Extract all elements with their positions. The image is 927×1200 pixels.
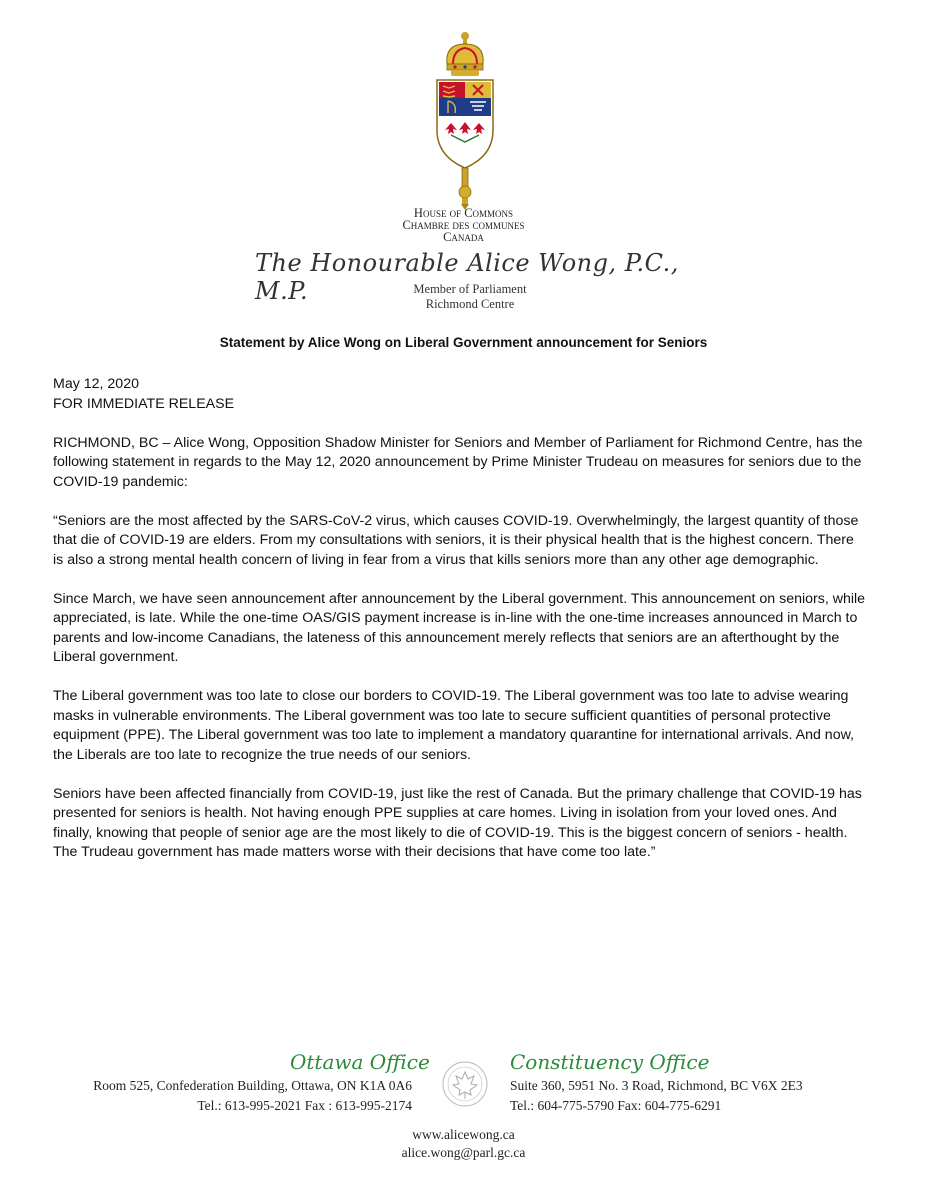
- statement-body: [53, 375, 868, 882]
- house-of-commons-crest: [415, 30, 515, 210]
- paragraph: RICHMOND, BC – Alice Wong, Opposition Shadow Minister for Seniors and Member of Parliament for Richmond Centre, has the following statement in regards to the May 12, 2020 announcement by Prime Minister Trudeau on measures for seniors due to the COVID-19 pandemic:: [53, 434, 863, 490]
- member-role: Member of Parliament: [413, 282, 527, 296]
- release-date: May 12, 2020: [53, 376, 139, 392]
- paragraph: The Liberal government was too late to close our borders to COVID-19. The Liberal government was too late to advise wearing masks in vulnerable environments. The Liberal government was too late to secure sufficient quantities of personal protective equipment (PPE). The Liberal government was too late to implement a mandatory quarantine for international arrivals. And now, the Liberals are too late to recognize the true needs of our seniors.: [53, 688, 854, 763]
- email-link[interactable]: alice.wong@parl.gc.ca: [401, 1145, 526, 1160]
- paragraph: “Seniors are the most affected by the SARS-CoV-2 virus, which causes COVID-19. Overwhelmingly, the largest quantity of those that die of COVID-19 are elders. From my consultations with seniors, it is their physical health that is the highest concern. There is also a strong mental health concern of living in fear from a virus that kills seniors more than any other age demographic.: [53, 512, 859, 568]
- house-name-en: House of Commons: [413, 206, 514, 220]
- letterhead-institution: [0, 207, 927, 243]
- website-link[interactable]: www.alicewong.ca: [412, 1127, 515, 1142]
- member-riding: Richmond Centre: [425, 297, 515, 311]
- country-name: Canada: [443, 230, 484, 244]
- statement-headline: Statement by Alice Wong on Liberal Government announcement for Seniors: [219, 335, 708, 350]
- paragraph: Seniors have been affected financially from COVID-19, just like the rest of Canada. But the primary challenge that COVID-19 has presented for seniors is health. Not having enough PPE supplies at care homes. Living in isolation from your loved ones. And finally, knowing that people of senior age are the most likely to die of COVID-19. This is the biggest concern of seniors - health. The Trudeau government has made matters worse with their decisions that have come too late.”: [53, 785, 862, 860]
- constituency-office-address: Suite 360, 5951 No. 3 Road, Richmond, BC V6X 2E3: [510, 1078, 803, 1093]
- ottawa-office-phones: Tel.: 613-995-2021 Fax : 613-995-2174: [197, 1098, 412, 1113]
- release-type: FOR IMMEDIATE RELEASE: [53, 395, 235, 412]
- member-info: [340, 282, 600, 312]
- constituency-office-title: Constituency Office: [510, 1050, 710, 1074]
- honourable-name: The Honourable Alice Wong, P.C., M.P.: [255, 249, 679, 305]
- paragraph: Since March, we have seen announcement after announcement by the Liberal government. This announcement on seniors, while appreciated, is late. While the one-time OAS/GIS payment increase is in-line with the one-time increases announced in March to parents and low-income Canadians, the lateness of this announcement merely reflects that seniors are an afterthought by the Liberal government.: [53, 590, 866, 665]
- constituency-office-phones: Tel.: 604-775-5790 Fax: 604-775-6291: [510, 1098, 722, 1113]
- ottawa-office-title: Ottawa Office: [290, 1050, 430, 1074]
- house-seal-icon: [440, 1057, 490, 1111]
- house-name-fr: Chambre des communes: [402, 218, 525, 232]
- ottawa-office-address: Room 525, Confederation Building, Ottawa, ON K1A 0A6: [93, 1078, 412, 1093]
